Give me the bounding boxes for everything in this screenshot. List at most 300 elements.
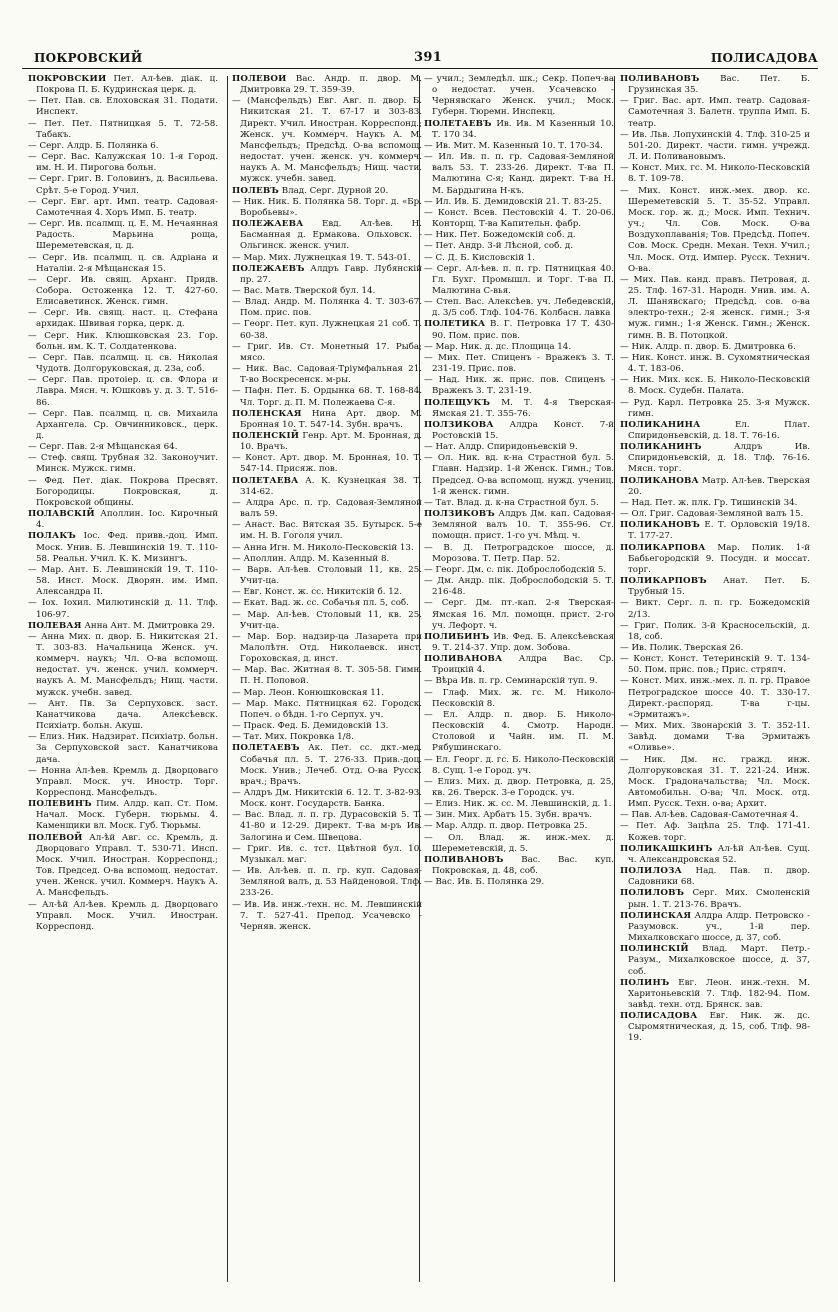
entry-text: Алдръ Дм. кап. Садовая-Земляной валъ 10. Т. 355-96. Ст. помощн. прист. 1-го уч. Мѣщ. ч.	[432, 509, 614, 542]
entry-surname: ПОЛИЛОЗА	[620, 866, 682, 877]
directory-entry	[424, 230, 614, 241]
entry-text: Серг. Мих. Смоленскій рын. 1. Т. 213-76. Врачъ.	[628, 888, 810, 910]
entry-text: Пет. Пет. Пятницкая 5. Т. 72-58. Табакъ.	[36, 118, 218, 140]
entry-text: Вѣра Ив. п. гр. Семинарскій туп. 9.	[435, 676, 598, 687]
entry-surname: ПОЛИКАНОВЪ	[620, 520, 701, 531]
directory-entry	[28, 632, 218, 699]
entry-surname: ПОЛИКАНИНЪ	[620, 442, 702, 453]
directory-column-4	[620, 74, 810, 1284]
entry-text: Ник. Мих. кск. Б. Николо-Песковскій 8. Моск. Судебн. Палата.	[628, 375, 810, 397]
entry-surname: ПОЛЕТАЕВЪ	[232, 743, 300, 754]
entry-text: Праск. Фед. Б. Демидовскій 13.	[243, 721, 389, 732]
entry-text: Ник. Ник. Б. Полянка 58. Торг. д. «Бр. Воробьевы».	[240, 196, 422, 218]
entry-surname: ПОЛЕЖАЕВЪ	[232, 263, 305, 274]
directory-entry-surname	[620, 576, 810, 598]
entry-text: Ив. Полик. Тверская 26.	[631, 642, 744, 653]
entry-text: Серг. Алдр. Б. Полянка 6.	[39, 140, 159, 151]
directory-entry	[424, 833, 614, 855]
directory-entry	[232, 197, 422, 219]
entry-text: Ел. Плат. Спиридоньевскій, д. 18. Т. 76-16.	[628, 419, 810, 441]
entry-text: Серг. Пав. псалмщ. ц. св. Николая Чудотв. Долгоруковская, д. 23а, соб.	[36, 352, 218, 375]
directory-entry-surname	[424, 420, 614, 442]
directory-entry	[28, 219, 218, 252]
directory-entry-surname	[232, 743, 422, 788]
entry-text: Пет. Ал-ѣев. діак. ц. Покрова П. Б. Кудринская церк. д.	[36, 74, 218, 96]
directory-entry	[620, 186, 810, 275]
entry-text: Анна Мих. п. двор. Б. Никитская 21. Т. 303-83. Начальница Женск. уч. коммерч. наукъ; Чл. О-ва вспомощ. недостат. уч. женск. учил. коммерч. наукъ А. М. Мансфельдъ; Нищ. части. мужск. учебн. завед.	[36, 631, 218, 698]
entry-text: Мар. Ант. Б. Левшинскій 19. Т. 110-58. Инст. Моск. Дворян. им. Имп. Александра II.	[36, 564, 218, 598]
directory-entry	[424, 498, 614, 509]
entry-text: Георг. Пет. куп. Лужнецкая 21 соб. Т. 60-38.	[240, 319, 422, 341]
directory-entry	[232, 699, 422, 721]
entry-text: Алдръ Гавр. Лубянскій пр. 27.	[240, 263, 422, 285]
directory-entry	[424, 241, 614, 252]
entry-surname: ПОЛИБИНЪ	[424, 631, 490, 642]
directory-entry-surname	[232, 431, 422, 453]
entry-text: Пав. Ал-ѣев. Садовая-Самотечная 4.	[631, 810, 799, 821]
entry-text: Вас. Вас. куп. Покровская, д. 48, соб.	[432, 854, 614, 877]
entry-text: Ник. Конст. инж. В. Сухомятническая 4. Т. 183-06.	[628, 352, 810, 375]
entry-text: Ник. Пет. Божедомскій соб. д.	[435, 230, 576, 241]
directory-entry	[424, 565, 614, 576]
entry-text: Руд. Карл. Петровка 25. 3-я Мужск. гимн.	[628, 397, 810, 419]
entry-text: Ак. Пет. сс. дкт.-мед. Собачья пл. 5. Т. 276-33. Прив.-доц. Моск. Унив.; Лечеб. Отд. О-ва Русск. врач.; Врачъ.	[240, 743, 422, 787]
entry-text: Евд. Ал-ѣев. Н. Басманная д. Ермакова. Ольховск. - Ольгинск. женск. учил.	[240, 219, 422, 252]
entry-text: Алдра Арс. п. гр. Садовая-Земляной валъ 59.	[240, 497, 422, 520]
entry-text: Тат. Влад. д. к-на Страстной бул. 5.	[435, 497, 599, 508]
entry-text: Ал-ѣй Ал-ѣев. Кремль д. Дворцоваго Управл. Моск. Учил. Иностран. Корреспонд.	[36, 899, 218, 932]
directory-entry-surname	[620, 944, 810, 977]
directory-entry	[28, 699, 218, 732]
entry-text: Конст. Мих. инж.-мех. л. п. гр. Правое Петроградское шоссе 40. Т. 330-17. Директ.-распоряд. Т-ва г-цы. «Эрмитажъ».	[628, 676, 810, 720]
directory-entry-surname	[424, 654, 614, 676]
directory-entry	[424, 777, 614, 799]
entry-text: Серг. Дм. пт.-кап. 2-я Тверская-Ямская 16. Мл. помощн. прист. 2-го уч. Лефорт. ч.	[432, 598, 614, 631]
directory-entry	[28, 308, 218, 330]
entry-text: Ив. Ив. М Казенный 10. Т. 170 34.	[432, 118, 614, 140]
directory-entry	[28, 732, 218, 765]
directory-entry-surname	[232, 186, 422, 197]
directory-entry	[620, 755, 810, 811]
entry-text: Пафн. Пет. Б. Ордынка 68. Т. 168-84. Чл. Торг. д. П. М. Полежаева С-я.	[240, 386, 422, 408]
directory-entry	[28, 476, 218, 509]
directory-entry	[232, 665, 422, 687]
directory-entry	[424, 197, 614, 208]
directory-entry	[620, 654, 810, 676]
directory-entry-surname	[232, 219, 422, 252]
entry-text: Мар. Вас. Житная 8. Т. 305-58. Гимн. П. Н. Поповой.	[240, 665, 422, 687]
directory-entry-surname	[424, 632, 614, 654]
directory-entry	[232, 453, 422, 475]
entry-text: Анат. Пет. Б. Трубный 15.	[628, 576, 810, 598]
entry-text: Мар. Ник. д. дс. Площица 14.	[435, 341, 572, 352]
entry-text: Аполлин. Іос. Кирочный 4.	[36, 509, 218, 531]
directory-entry-surname	[620, 74, 810, 96]
directory-entry	[28, 766, 218, 799]
entry-text: Мар. Полик. 1-й Бабьегородскій 9. Посудн. и моссат. торг.	[628, 542, 810, 575]
directory-entry	[620, 353, 810, 375]
entry-surname: ПОЛИНСКІЙ	[620, 944, 689, 955]
entry-text: Генр. Арт. М. Бронная, д. 10. Врачъ.	[240, 431, 422, 453]
directory-entry	[424, 264, 614, 297]
directory-entry	[620, 163, 810, 185]
entry-text: Глаф. Мих. ж. гс. М. Николо-Песковскій 8.	[432, 687, 614, 709]
entry-text: Мих. Пет. Спиценъ - Вражекъ 3. Т. 231-19. Прис. пов.	[432, 352, 614, 375]
entry-text: Ол. Ник. вд. к-на Страстной бул. 5. Главн. Надзир. 1-й Женск. Гимн.; Тов. Председ. О-ва вспомощ. нужд. учениц. 1-й женск. гимн.	[432, 453, 614, 497]
entry-text: Серг. Григ. В. Головинъ, д. Васильева. Срѣт. 5-е Город. Учил.	[36, 174, 218, 196]
entry-text: Конст. Мих. гс. М. Николо-Песковскій 8. Т. 109-78.	[628, 163, 810, 185]
directory-entry	[28, 442, 218, 453]
directory-entry	[232, 610, 422, 632]
directory-entry	[232, 96, 422, 185]
directory-entry	[424, 877, 614, 888]
entry-text: Тат. Мих. Покровка 1/8.	[243, 732, 354, 743]
entry-text: Стеф. свящ. Трубная 32. Законоучит. Минск. Мужск. гимн.	[36, 453, 218, 475]
directory-entry	[620, 275, 810, 342]
directory-entry-surname	[620, 543, 810, 576]
entry-text: Григ. Полик. 3-й Красносельскій, д. 18, соб.	[628, 620, 810, 642]
entry-text: Дм. Андр. пік. Доброслободскій 5. Т. 216-48.	[432, 576, 614, 598]
directory-entry-surname	[232, 264, 422, 286]
directory-entry-surname	[232, 74, 422, 96]
entry-text: Ник. Алдр. п. двор. Б. Дмитровка 6.	[631, 341, 796, 352]
entry-surname: ПОЛИСАДОВА	[620, 1011, 698, 1022]
entry-text: Ив. Мит. М. Казенный 10. Т. 170-34.	[435, 140, 603, 151]
entry-text: Ил. Ив. п. п. гр. Садовая-Земляной валъ 53. Т. 233-26. Директ. Т-ва П. Малютина С-я; Канд. директ. Т-ва Н. М. Бардыгина Н-къ.	[432, 152, 614, 196]
directory-entry	[28, 253, 218, 275]
entry-text: Викт. Серг. л. п. гр. Божедомскій 2/13.	[628, 598, 810, 620]
entry-text: Серг. Ив. свящ. наст. ц. Стефана архидак. Швивая горка, церк. д.	[36, 308, 218, 330]
directory-entry	[424, 598, 614, 631]
entry-surname: ПОЛИВАНОВЪ	[620, 74, 700, 84]
directory-entry-surname	[28, 509, 218, 531]
directory-entry	[232, 253, 422, 264]
directory-entry	[28, 141, 218, 152]
entry-text: Пет. Андр. 3-й Лѣсной, соб. д.	[435, 241, 573, 252]
directory-entry-surname	[620, 1011, 810, 1044]
entry-text: Над. Пет. ж. плк. Гр. Тишинскій 34.	[631, 497, 798, 508]
entry-surname: ПОЛЗИКОВЪ	[424, 509, 495, 520]
directory-entry	[232, 732, 422, 743]
directory-entry	[424, 676, 614, 687]
directory-entry	[620, 375, 810, 397]
entry-surname: ПОЛИЛОВЪ	[620, 888, 685, 899]
directory-entry	[424, 543, 614, 565]
entry-surname: ПОЛИКАРПОВА	[620, 542, 706, 553]
entry-text: Серг. Ив. псалмщ. ц. Е. М. Нечаянная Радость. Марьина роща, Шереметевская, ц. д.	[36, 219, 218, 252]
directory-entry-surname	[232, 409, 422, 431]
entry-text: Мар. Леон. Конюшковская 11.	[243, 687, 385, 698]
entry-text: Екат. Вад. ж. сс. Собачья пл. 5, соб.	[243, 598, 409, 609]
entry-text: Серг. Евг. арт. Имп. театр. Садовая-Самотечная 4. Хоръ Имп. Б. театр.	[36, 196, 218, 218]
entry-surname: ПОЛИКАНИНА	[620, 419, 701, 430]
entry-text: Алдръ Ив. Спиридоньевскій, д. 18. Тлф. 76-16. Мясн. торг.	[628, 442, 810, 475]
directory-entry	[620, 96, 810, 129]
directory-entry	[620, 598, 810, 620]
entry-text: Ив. Ал-ѣев. п. п. гр. куп. Садовая-Земляной валъ, д. 53 Найденовой. Тлф. 233-26.	[240, 866, 422, 899]
entry-surname: ПОЛАКЪ	[28, 531, 76, 542]
directory-entry-surname	[424, 319, 614, 341]
entry-text: Влад. Андр. М. Полянка 4. Т. 303-67. Пом. прис. пов.	[240, 297, 422, 319]
directory-entry	[232, 386, 422, 408]
entry-text: Мар. Алдр. п. двор. Петровка 25.	[435, 821, 588, 832]
entry-text: М. Т. 4-я Тверская-Ямская 21. Т. 355-76.	[432, 397, 614, 419]
entry-text: Анна Ант. М. Дмитровка 29.	[84, 620, 215, 631]
directory-entry	[232, 565, 422, 587]
directory-entry	[232, 286, 422, 297]
directory-entry	[620, 821, 810, 843]
entry-text: Ник. Вас. Садовая-Тріумфальная 21. Т-во Воскресенск. м-ры.	[240, 364, 422, 386]
entry-text: Пет. Пав. св. Елоховская 31. Подати. Инспект.	[36, 96, 218, 118]
entry-surname: ПОЛЕВИНЪ	[28, 799, 92, 810]
directory-entry	[424, 208, 614, 230]
directory-entry	[424, 353, 614, 375]
directory-entry-surname	[424, 119, 614, 141]
page-header	[22, 48, 818, 69]
entry-text: Ив. Фед. Б. Алексѣевская 9. Т. 214-37. Упр. дом. Зобова.	[432, 631, 614, 653]
entry-text: С. Д. Б. Кисловскій 1.	[435, 252, 536, 263]
entry-surname: ПОЛИКАНОВА	[620, 475, 699, 486]
entry-surname: ПОЛЕЖАЕВА	[232, 219, 304, 230]
directory-entry-surname	[28, 621, 218, 632]
directory-entry	[232, 810, 422, 843]
directory-entry	[28, 598, 218, 620]
entry-text: Серг. Ник. Клюшковская 23. Гор. больн. им. К. Т. Солдатенкова.	[36, 330, 218, 352]
directory-entry	[620, 721, 810, 754]
entry-surname: ПОЛЕВОЙ	[28, 832, 83, 843]
directory-entry-surname	[620, 476, 810, 498]
directory-entry-surname	[28, 833, 218, 900]
directory-entry-surname	[620, 844, 810, 866]
entry-surname: ПОЛЗИКОВА	[424, 419, 494, 430]
entry-text: Алдра Вас. Ср. Троицкій 4.	[432, 654, 614, 676]
directory-entry	[424, 253, 614, 264]
entry-text: Анаст. Вас. Вятская 35. Бутырск. 5-е им. Н. В. Гоголя учил.	[240, 520, 422, 542]
entry-surname: ПОЛЕТАЕВА	[232, 475, 299, 486]
directory-entry	[232, 598, 422, 609]
directory-entry-surname	[620, 442, 810, 475]
entry-text: Мар. Бор. надзир-ца Лазарета при Малолѣтн. Отд. Николаевск. инст. Гороховская, д. инст.	[240, 631, 422, 665]
directory-entry	[28, 331, 218, 353]
entry-text: Ол. Григ. Садовая-Земляной валъ 15.	[631, 509, 804, 520]
directory-entry	[620, 130, 810, 163]
entry-text: Конст. Всев. Пестовскій 4. Т. 20-06. Конторщ. Т-ва Капительн. фабр.	[432, 207, 614, 230]
entry-surname: ПОЛЕВАЯ	[28, 620, 82, 631]
directory-entry	[620, 621, 810, 643]
directory-entry	[232, 866, 422, 899]
entry-surname: ПОКРОВСКИЙ	[28, 74, 107, 84]
entry-text: Елиз. Ник. ж. сс. М. Левшинскій, д. 1.	[435, 799, 612, 810]
entry-text: Конст. Конст. Тетеринскій 9. Т. 134-50. Пом. прис. пов.; Прис. стряпч.	[628, 654, 810, 676]
entry-text: Вас. Ив. Б. Полянка 29.	[435, 877, 545, 888]
entry-text: Евг. Конст. ж. сс. Никитскій б. 12.	[243, 587, 403, 598]
entry-text: В. Г. Петровка 17 Т. 430-90. Пом. прис. пов.	[432, 319, 614, 341]
entry-text: Ант. Пв. За Серпуховск. заст. Канатчикова дача. Алексѣевск. Психіатр. больн. Акуш.	[36, 698, 218, 732]
entry-text: Мар. Мих. Лужнецкая 19. Т. 543-01.	[243, 252, 411, 263]
directory-column-2	[232, 74, 422, 1284]
entry-surname: ПОЛИВАНОВА	[424, 654, 503, 665]
entry-text: Мих. Конст. инж.-мех. двор. кс. Шереметевскій 5. Т. 35-52. Управл. Моск. гор. ж. д.; Моск. Имп. Технич. уч.; Чл. Сов. Моск. О-ва Воздухоплаванія; Тов. Предсѣд. Попеч. Сов. Моск. Средн. Механ. Техн. Учил.; Чл. Моск. Отд. Импер. Русск. Технич. О-ва.	[628, 185, 810, 274]
directory-entry	[28, 353, 218, 375]
directory-entry	[424, 453, 614, 498]
entry-text: Григ. Ив. с. тст. Цвѣтной бул. 10. Музыкал. маг.	[240, 843, 422, 865]
entry-text: учил.; Земледѣл. шк.; Секр. Попеч-ва о недостат. учен. Усачевско - Чернявскаго Женск. учил.; Моск. Губерн. Тюремн. Инспекц.	[432, 74, 614, 118]
entry-text: Пим. Алдр. кап. Ст. Пом. Начал. Моск. Губерн. тюрьмы. 4. Каменщики вл. Моск. Губ. Тюрьмы.	[36, 799, 218, 832]
directory-entry-surname	[620, 978, 810, 1011]
directory-entry	[424, 755, 614, 777]
directory-entry	[232, 844, 422, 866]
entry-text: Аполлин. Алдр. М. Казенный 8.	[243, 553, 390, 564]
directory-entry-surname	[28, 74, 218, 96]
entry-text: Іос. Фед. привв.-доц. Имп. Моск. Унив. Б. Левшинскій 19. Т. 110-58. Реальн. Учил. К. К. Мизингъ.	[36, 531, 218, 564]
entry-text: Пет. Аф. Зацѣпа 25. Тлф. 171-41. Кожев. торг.	[628, 821, 810, 843]
entry-text: Матр. Ал-ѣев. Тверская 20.	[628, 475, 810, 497]
directory-entry	[620, 676, 810, 721]
entry-surname: ПОЛИНЪ	[620, 977, 670, 988]
directory-entry	[620, 509, 810, 520]
entry-text: Григ. Ив. Ст. Монетный 17. Рыба; мясо.	[240, 341, 422, 363]
entry-text: Зин. Мих. Арбатъ 15. Зубн. врачъ.	[435, 810, 593, 821]
directory-entry	[620, 498, 810, 509]
directory-entry	[28, 96, 218, 118]
directory-entry	[232, 342, 422, 364]
entry-text: Мих. Пав. канд. правъ. Петровая, д. 25. Тлф. 167-31. Народн. Унив. им. А. Л. Шанявскаго; Предсѣд. сов. о-ва электро-техн.; 2-я женск. гимн.; 3-я муж. гимн.; 1-я Женск. Гимн.; Женск. гимн. В. В. Потоцкой.	[628, 274, 810, 341]
directory-entry-surname	[620, 911, 810, 944]
entry-text: Нат. Алдр. Спиридоньевскій 9.	[435, 442, 578, 453]
entry-surname: ПОЛЕВЪ	[232, 185, 279, 196]
directory-entry-surname	[620, 520, 810, 542]
directory-entry-surname	[620, 866, 810, 888]
entry-text: Вас. Пет. Б. Грузинская 35.	[628, 74, 810, 96]
entry-surname: ПОЛИКАРПОВЪ	[620, 576, 707, 587]
entry-text: Ив. Ив. инж.-техн. нс. М. Левшинскій 7. Т. 527-41. Препод. Усачевско - Черняв. женск.	[240, 899, 422, 932]
directory-entry	[232, 543, 422, 554]
directory-entry	[620, 398, 810, 420]
directory-entry	[424, 821, 614, 832]
directory-entry	[424, 799, 614, 810]
directory-entry	[232, 498, 422, 520]
directory-entry-surname	[424, 509, 614, 542]
directory-entry	[424, 297, 614, 319]
entry-surname: ПОЛЕТИКА	[424, 319, 486, 330]
directory-entry	[28, 119, 218, 141]
directory-entry	[424, 141, 614, 152]
directory-entry-surname	[424, 855, 614, 877]
entry-text: Серг. Пав. протоіер. ц. св. Флора и Лавра. Мясн. ч. Юшковъ у. д. 3. Т. 516-86.	[36, 375, 218, 408]
entry-text: Над. Пав. п. двор. Садовники 68.	[628, 866, 810, 888]
column-divider	[227, 76, 228, 1282]
entry-text: Ел. Георг. д. гс. Б. Николо-Песковскій 8. Сущ. 1-е Город. уч.	[432, 754, 614, 776]
directory-entry	[28, 565, 218, 598]
directory-entry	[424, 442, 614, 453]
entry-text: Анна Игн. М. Николо-Песковскій 13.	[243, 542, 414, 553]
entry-text: Вас. Андр. п. двор. М. Дмитровка 29. Т. 359-39.	[240, 74, 422, 96]
page-number: 391	[414, 50, 443, 65]
entry-text: Нина Арт. двор. М. Бронная 10. Т. 547-14. Зубн. врачъ.	[240, 408, 422, 430]
directory-entry	[28, 453, 218, 475]
entry-surname: ПОЛИВАНОВЪ	[424, 854, 504, 865]
entry-surname: ПОЛЕВОЙ	[232, 74, 287, 84]
directory-entry	[28, 275, 218, 308]
entry-text: Серг. Пав. 2-я Мѣщанская 64.	[39, 442, 178, 453]
directory-entry	[424, 152, 614, 197]
directory-column-1	[28, 74, 218, 1284]
entry-text: Серг. Ив. свящ. Арханг. Придв. Собора. Остоженка 12. Т. 427-60. Елисаветинск. Женск. гимн.	[36, 274, 218, 308]
entry-text: Над. Ник. ж. прис. пов. Спиценъ - Вражекъ 3. Т. 231-19.	[432, 375, 614, 397]
entry-text: Алдра Конст. 7-й Ростовскій 15.	[432, 419, 614, 441]
entry-text: Ол. Влад. ж. инж.-мех. д. Шереметевскій, д. 5.	[432, 832, 614, 854]
entry-surname: ПОЛИКАШКИНЪ	[620, 843, 713, 854]
entry-text: (Мансфельдъ) Евг. Авг. п. двор. Б. Никитская 21. Т. 67-17 и 303-83. Директ. Учил. Иностран. Корреспонд.; Женск. уч. Коммерч. Наукъ А. М. Мансфельдъ; Предсѣд. О-ва вспомощ. недостат. учен. женск. уч. коммерч. наукъ А. М. Мансфельдъ; Нищ. части. мужск. учебн. завед.	[240, 96, 422, 185]
entry-text: Ник. Дм. нс. гражд. инж. Долгоруковская 31. Т. 221-24. Инж. Моск. Градоначальства; Чл. Моск. Автомобильн. О-ва; Чл. Моск. отд. Имп. Русск. Техн. о-ва; Архит.	[628, 754, 810, 810]
directory-entry-surname	[424, 398, 614, 420]
entry-surname: ПОЛЕТАЕВЪ	[424, 118, 492, 129]
entry-text: Георг. Дм. с. пік. Доброслободскій 5.	[435, 564, 607, 575]
directory-entry	[620, 810, 810, 821]
directory-entry	[232, 688, 422, 699]
directory-entry	[28, 375, 218, 408]
directory-entry-surname	[620, 420, 810, 442]
column-divider	[614, 76, 615, 1282]
entry-text: Ал-ѣй Авг. сс. Кремль, д. Дворцоваго Управл. Т. 530-71. Инсп. Моск. Учил. Иностран. Корреспонд.; Тов. Председ. О-ва вспомощ. недостат. учен. Женск. учил. Коммерч. Наукъ А. А. Мансфельдъ.	[36, 832, 218, 899]
directory-entry	[424, 688, 614, 710]
entry-surname: ПОЛАВСКІЙ	[28, 509, 95, 520]
directory-entry	[424, 710, 614, 755]
directory-entry	[28, 409, 218, 442]
entry-text: Влад. Серг. Дурной 20.	[281, 185, 389, 196]
directory-entry-surname	[620, 888, 810, 910]
entry-text: А. К. Кузнецкая 38. Т. 314-62.	[240, 475, 422, 497]
directory-entry	[28, 197, 218, 219]
entry-text: Фед. Пет. діак. Покрова Пресвят. Богородицы. Покровская, д. Покровской общины.	[36, 475, 218, 508]
directory-entry	[424, 375, 614, 397]
directory-entry	[28, 152, 218, 174]
directory-entry-surname	[28, 531, 218, 564]
directory-entry	[28, 174, 218, 196]
directory-entry	[424, 74, 614, 119]
directory-entry	[232, 587, 422, 598]
entry-text: Ил. Ив. Б. Демидовскій 21. Т. 83-25.	[435, 196, 602, 207]
entry-text: Евг. Ник. ж. дс. Сыромятническая, д. 15, соб. Тлф. 98-19.	[628, 1011, 810, 1044]
directory-entry	[232, 632, 422, 665]
entry-surname: ПОЛИНСКАЯ	[620, 910, 692, 921]
directory-entry	[424, 342, 614, 353]
entry-text: Ив. Льв. Лопухинскій 4. Тлф. 310-25 и 501-20. Директ. части. гимн. учрежд. Л. И. Поливановымъ.	[628, 129, 810, 163]
header-right-guideword: ПОЛИСАДОВА	[710, 51, 818, 65]
entry-surname: ПОЛЕЩУКЪ	[424, 397, 491, 408]
entry-text: Серг. Ал-ѣев. п. п. гр. Пятницкая 40. Гл. Бухг. Промышл. и Торг. Т-ва П. Малютина С-вья.	[432, 263, 614, 296]
directory-entry	[232, 554, 422, 565]
entry-text: Степ. Вас. Алексѣев. уч. Лебедевскій, д. 3/5 соб. Тлф. 104-76. Колбасн. лавка	[432, 297, 614, 319]
directory-entry	[232, 319, 422, 341]
entry-surname: ПОЛЕНСКІЙ	[232, 431, 300, 441]
entry-text: Ал-ѣй Ал-ѣев. Сущ. ч. Александровская 52.	[628, 843, 810, 865]
entry-text: Ел. Алдр. п. двор. Б. Николо-Песковскій 4. Смотр. Народн. Столовой и Чайн. им. П. М. Рябушинскаго.	[432, 709, 614, 754]
entry-text: Григ. Вас. арт. Имп. театр. Садовая-Самотечная 3. Балетн. труппа Имп. Б. театр.	[628, 96, 810, 129]
entry-text: Алдръ Дм. Никитскій 6. 12. Т. 3-82-93. Моск. конт. Государств. Банка.	[240, 788, 422, 810]
directory-entry	[424, 576, 614, 598]
directory-entry	[232, 297, 422, 319]
directory-entry	[232, 520, 422, 542]
entry-text: Мар. Макс. Пятницкая 62. Городск. Попеч. о бѣдн. 1-го Серпух. уч.	[240, 698, 422, 720]
entry-text: Нонна Ал-ѣев. Кремль д. Дворцоваго Управл. Моск. уч. Иностр. Торг. Корреспонд. Мансфельдъ.	[36, 765, 218, 798]
directory-entry	[232, 721, 422, 732]
entry-text: Конст. Арт. двор. М. Бронная, 10. Т. 547-14. Присяж. пов.	[240, 453, 422, 475]
entry-text: Елиз. Ник. Надзират. Психіатр. больн. За Серпуховской заст. Канатчикова дача.	[36, 732, 218, 765]
directory-entry-surname	[28, 799, 218, 832]
directory-column-3	[424, 74, 614, 1284]
entry-text: Алдра Алдр. Петровско - Разумовск. уч., 1-й пер. Михалковскаго шоссе, д. 37, соб.	[628, 910, 810, 944]
